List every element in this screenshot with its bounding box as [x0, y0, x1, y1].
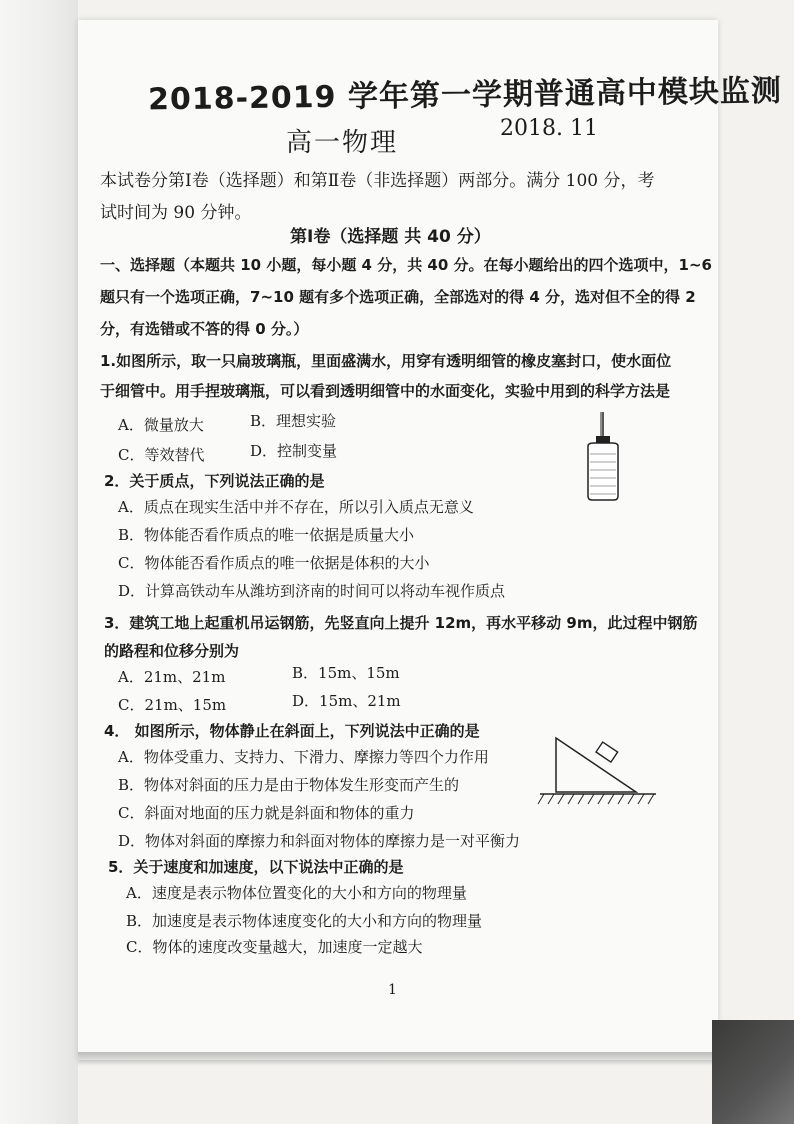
question-1-option-a: A．微量放大 — [118, 416, 204, 434]
question-1-option-b: B．理想实验 — [250, 412, 337, 430]
question-4-option-d: D．物体对斜面的摩擦力和斜面对物体的摩擦力是一对平衡力 — [118, 832, 521, 850]
instruction-line-3: 分，有选错或不答的得 0 分。） — [100, 320, 309, 338]
question-2-option-d: D．计算高铁动车从潍坊到济南的时间可以将动车视作质点 — [118, 582, 506, 600]
question-3-option-a: A．21m、21m — [118, 668, 226, 686]
exam-date: 2018. 11 — [500, 116, 598, 141]
intro-line-2: 试时间为 90 分钟。 — [100, 203, 252, 223]
question-2-option-c: C．物体能否看作质点的唯一依据是体积的大小 — [118, 554, 430, 572]
question-1-stem-line-2: 于细管中。用手捏玻璃瓶，可以看到透明细管中的水面变化，实验中用到的科学方法是 — [100, 382, 671, 400]
scan-corner-shadow — [712, 1020, 794, 1124]
exam-subject: 高一物理 — [286, 128, 399, 158]
instruction-line-2: 题只有一个选项正确，7~10 题有多个选项正确，全部选对的得 4 分，选对但不全的得 2 — [100, 288, 696, 306]
question-1-stem-line-1: 1.如图所示，取一只扁玻璃瓶，里面盛满水，用穿有透明细管的橡皮塞封口，使水面位 — [100, 352, 672, 370]
question-5-option-c: C．物体的速度改变量越大，加速度一定越大 — [126, 938, 423, 956]
page-number: 1 — [388, 982, 397, 998]
question-2-stem: 2．关于质点，下列说法正确的是 — [104, 472, 325, 490]
question-1-option-c: C．等效替代 — [118, 446, 205, 464]
question-2-option-a: A．质点在现实生活中并不存在，所以引入质点无意义 — [118, 498, 474, 516]
scan-bottom-shadow — [78, 1052, 718, 1066]
instruction-line-1: 一、选择题（本题共 10 小题，每小题 4 分，共 40 分。在每小题给出的四个选项中，1~6 — [100, 256, 712, 274]
section-title: 第Ⅰ卷（选择题 共 40 分） — [290, 227, 491, 247]
question-5-option-a: A．速度是表示物体位置变化的大小和方向的物理量 — [126, 884, 467, 902]
question-3-option-d: D．15m、21m — [292, 692, 401, 710]
question-4-stem: 4． 如图所示，物体静止在斜面上，下列说法中正确的是 — [104, 722, 480, 740]
intro-line-1: 本试卷分第Ⅰ卷（选择题）和第Ⅱ卷（非选择题）两部分。满分 100 分，考 — [100, 171, 655, 191]
question-2-option-b: B．物体能否看作质点的唯一依据是质量大小 — [118, 526, 415, 544]
exam-title: 2018-2019 学年第一学期普通高中模块监测 — [147, 73, 783, 118]
question-5-option-b: B．加速度是表示物体速度变化的大小和方向的物理量 — [126, 912, 483, 930]
scan-left-margin — [0, 0, 78, 1124]
question-3-stem-line-1: 3．建筑工地上起重机吊运钢筋，先竖直向上提升 12m，再水平移动 9m，此过程中钢筋 — [104, 614, 698, 632]
question-3-option-c: C．21m、15m — [118, 696, 227, 714]
question-5-stem: 5．关于速度和加速度，以下说法中正确的是 — [108, 858, 404, 876]
question-4-option-b: B．物体对斜面的压力是由于物体发生形变而产生的 — [118, 776, 460, 794]
question-1-option-d: D．控制变量 — [250, 442, 338, 460]
question-3-option-b: B．15m、15m — [292, 664, 400, 682]
question-3-stem-line-2: 的路程和位移分别为 — [104, 642, 240, 660]
question-4-option-c: C．斜面对地面的压力就是斜面和物体的重力 — [118, 804, 415, 822]
incline-diagram — [536, 730, 660, 808]
question-4-option-a: A．物体受重力、支持力、下滑力、摩擦力等四个力作用 — [118, 748, 489, 766]
flask-diagram — [578, 410, 628, 502]
